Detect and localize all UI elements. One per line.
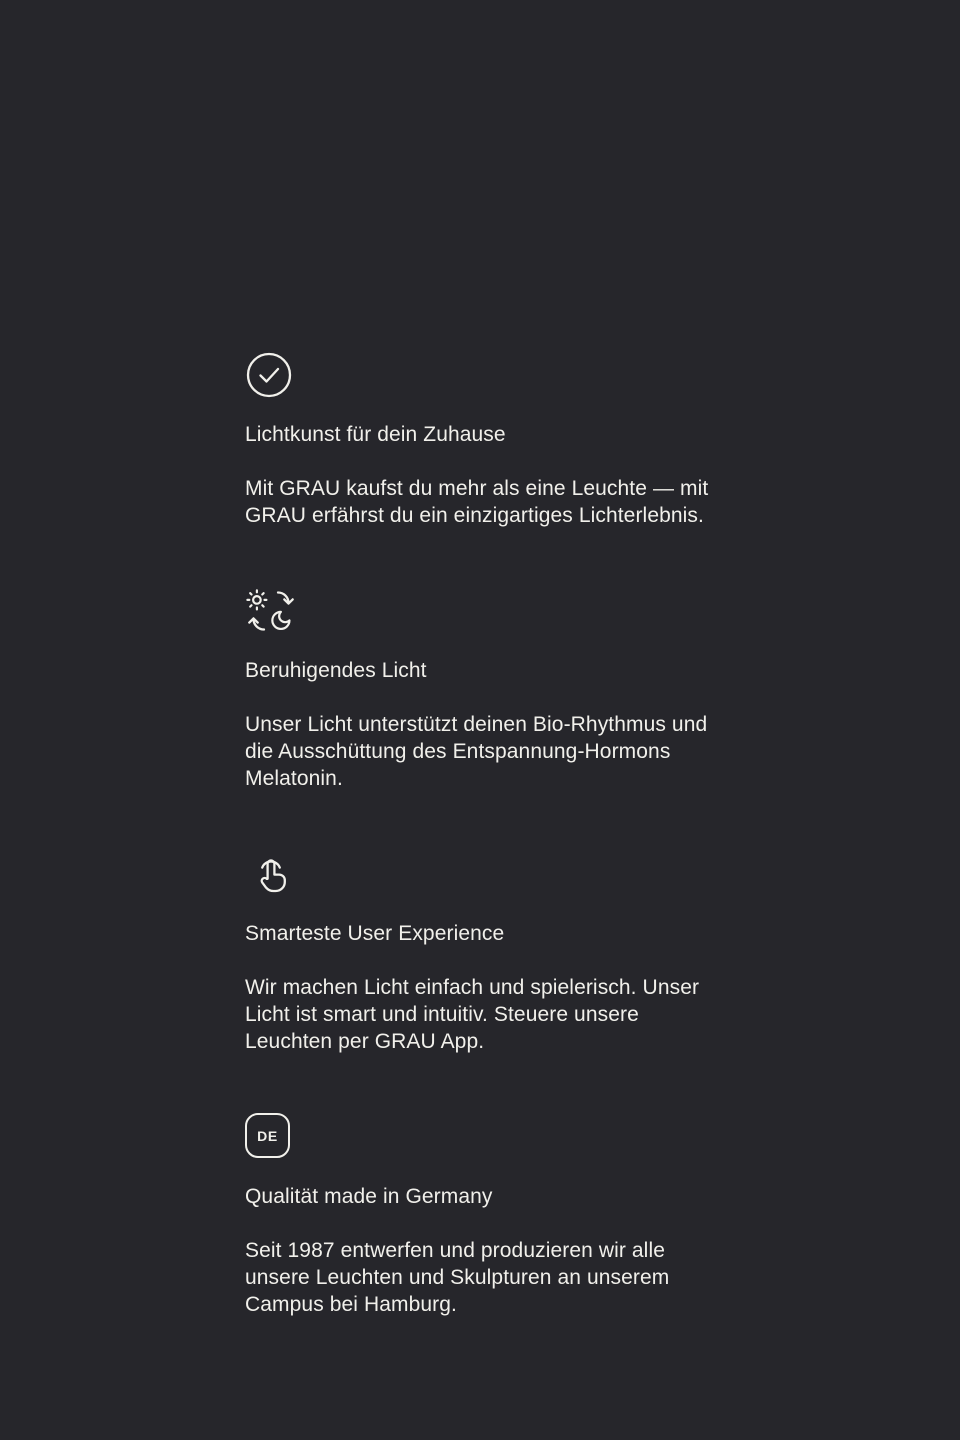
feature-description: Seit 1987 entwerfen und produzieren wir alle unsere Leuchten und Skulpturen an unserem Campus bei Hamburg. xyxy=(245,1239,670,1316)
feature-title: Smarteste User Experience xyxy=(245,922,505,945)
de-badge-label: DE xyxy=(245,1113,290,1158)
feature-description: Unser Licht unterstützt deinen Bio-Rhythmus und die Ausschüttung des Entspannung-Hormons Melatonin. xyxy=(245,713,708,790)
feature-title: Qualität made in Germany xyxy=(245,1185,493,1208)
feature-description: Wir machen Licht einfach und spielerisch. Unser Licht ist smart und intuitiv. Steuere unsere Leuchten per GRAU App. xyxy=(245,976,700,1053)
feature-description: Mit GRAU kaufst du mehr als eine Leuchte — mit GRAU erfährst du ein einzigartiges Lichterlebnis. xyxy=(245,477,709,527)
de-badge-icon xyxy=(245,1113,715,1161)
tap-gesture-icon xyxy=(245,850,715,898)
check-circle-icon xyxy=(245,351,715,399)
feature-block-made-in-germany xyxy=(245,1113,715,1318)
feature-block-beruhigendes-licht xyxy=(245,587,715,792)
feature-block-lichtkunst xyxy=(245,351,715,529)
features-section xyxy=(245,351,715,1376)
feature-title: Lichtkunst für dein Zuhause xyxy=(245,423,506,446)
feature-title: Beruhigendes Licht xyxy=(245,659,427,682)
day-night-cycle-icon xyxy=(245,587,715,635)
feature-block-user-experience xyxy=(245,850,715,1055)
